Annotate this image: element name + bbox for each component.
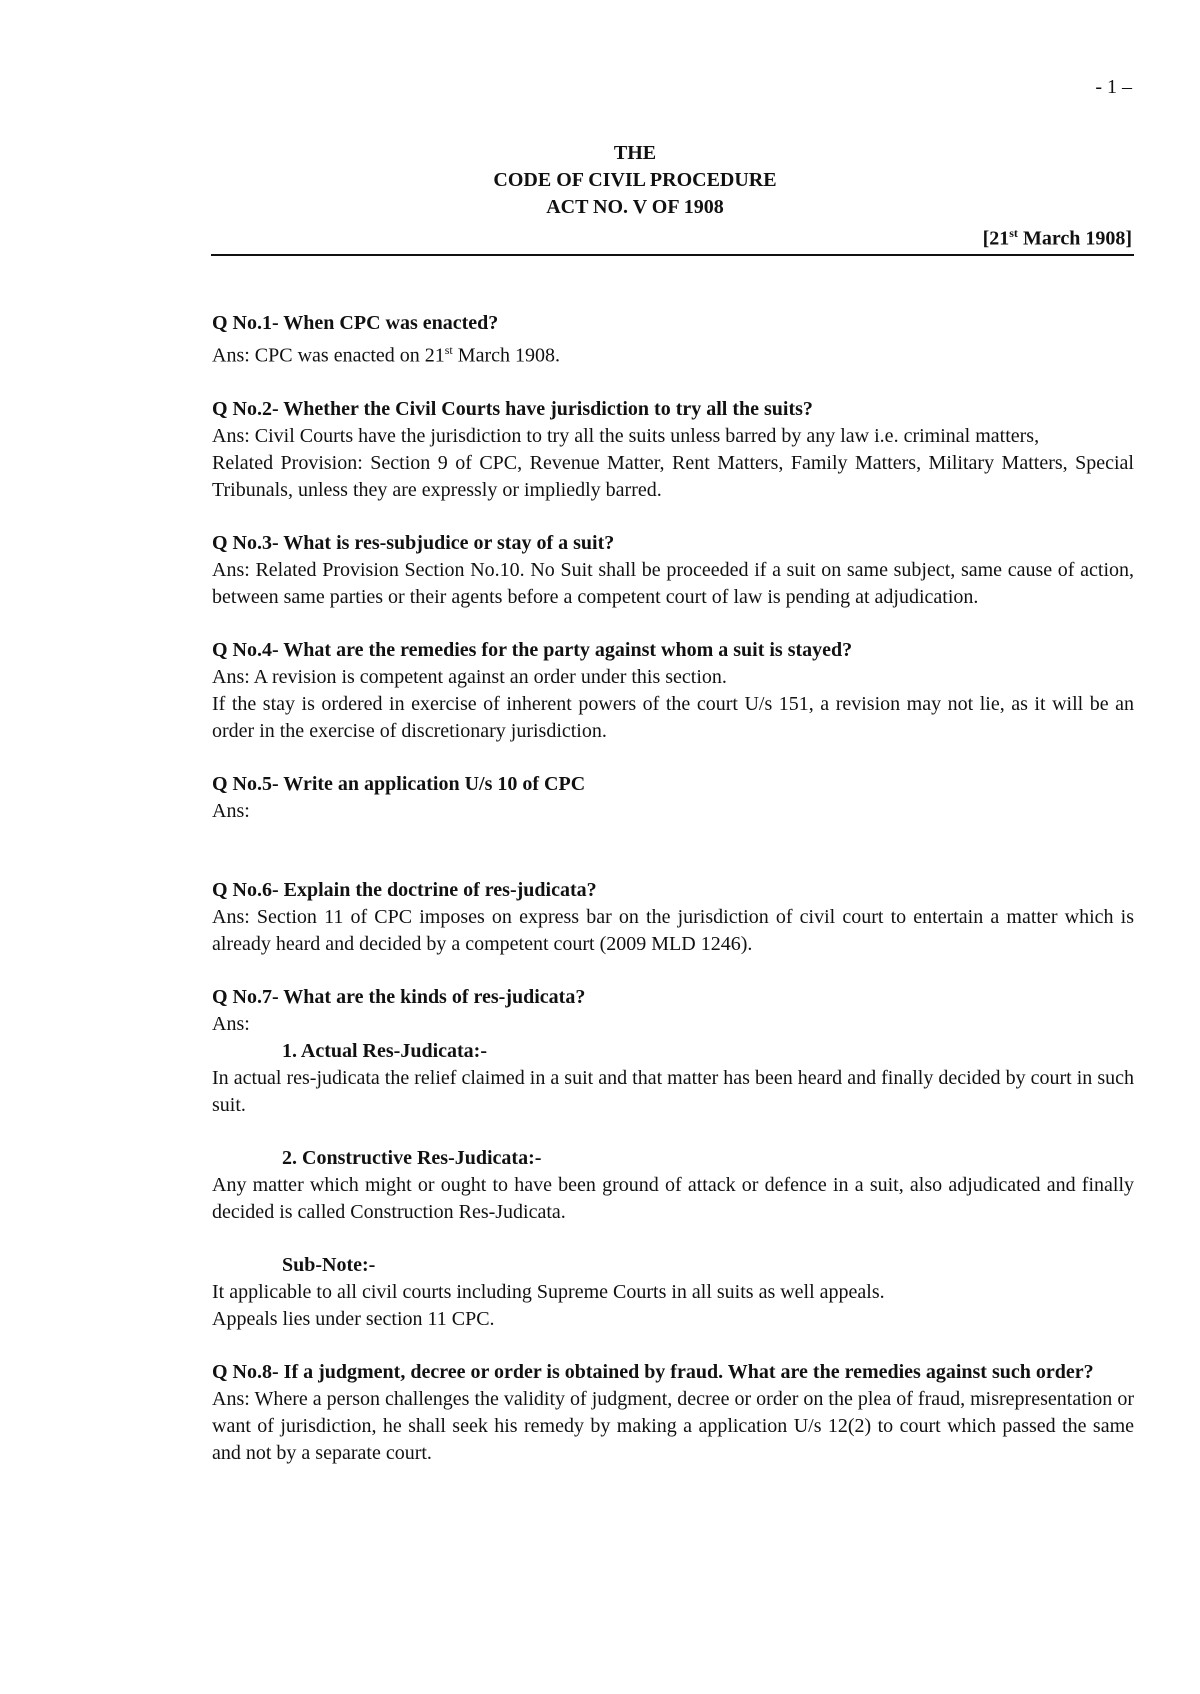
subnote-text-2: Appeals lies under section 11 CPC. (212, 1307, 495, 1330)
question-3-text: Q No.3- What is res-subjudice or stay of a suit? (212, 531, 615, 554)
kind-2-text: Any matter which might or ought to have been ground of attack or defence in a suit, also adjudicated and finally decided is called Construction Res-Judicata. (212, 1173, 1134, 1223)
date-suffix: March 1908] (1017, 227, 1132, 250)
header-rule (211, 254, 1134, 256)
title-line-3: ACT NO. V OF 1908 (546, 196, 724, 218)
answer-6-text: Ans: Section 11 of CPC imposes on express bar on the jurisdiction of civil court to entertain a matter which is already heard and decided by a competent court (2009 MLD 1246). (212, 905, 1134, 955)
question-2 (212, 396, 1134, 504)
question-8 (212, 1359, 1134, 1467)
question-1 (212, 310, 1134, 370)
answer-1-prefix: Ans: CPC was enacted on 21 (212, 344, 445, 367)
subnote-text-1: It applicable to all civil courts including Supreme Courts in all suits as well appeals. (212, 1280, 885, 1303)
question-6 (212, 877, 1134, 958)
question-5 (212, 771, 1134, 825)
answer-1-text (212, 337, 1134, 370)
subnote-heading: Sub-Note:- (282, 1253, 376, 1276)
date-prefix: [21 (982, 227, 1010, 250)
question-4 (212, 637, 1134, 745)
answer-2-text: Ans: Civil Courts have the jurisdiction to try all the suits unless barred by any law i.e. criminal matters, (212, 424, 1040, 447)
answer-3-text: Ans: Related Provision Section No.10. No Suit shall be proceeded if a suit on same subject, same cause of action, between same parties or their agents before a competent court of law is pending at adjudication. (212, 558, 1134, 608)
question-7-text: Q No.7- What are the kinds of res-judicata? (212, 985, 586, 1008)
kind-2-heading: 2. Constructive Res-Judicata:- (282, 1146, 542, 1169)
answer-4-text-1: Ans: A revision is competent against an order under this section. (212, 665, 727, 688)
question-6-text: Q No.6- Explain the doctrine of res-judicata? (212, 878, 597, 901)
answer-2-related: Related Provision: Section 9 of CPC, Revenue Matter, Rent Matters, Family Matters, Military Matters, Special Tribunals, unless they are expressly or impliedly barred. (212, 451, 1134, 501)
answer-4-text-2: If the stay is ordered in exercise of inherent powers of the court U/s 151, a revision may not lie, as it will be an order in the exercise of discretionary jurisdiction. (212, 692, 1134, 742)
question-3 (212, 530, 1134, 611)
date-sup: st (1009, 226, 1018, 240)
question-8-text: Q No.8- If a judgment, decree or order is obtained by fraud. What are the remedies against such order? (212, 1360, 1094, 1383)
title-line-1: THE (613, 142, 657, 164)
question-2-text: Q No.2- Whether the Civil Courts have jurisdiction to try all the suits? (212, 397, 813, 420)
qa-content (212, 310, 1134, 1467)
answer-1-sup: st (444, 343, 453, 357)
answer-7-text: Ans: (212, 1012, 250, 1035)
question-5-text: Q No.5- Write an application U/s 10 of CPC (212, 772, 586, 795)
question-1-text: Q No.1- When CPC was enacted? (212, 312, 499, 334)
kind-1-text: In actual res-judicata the relief claimed in a suit and that matter has been heard and finally decided by court in such suit. (212, 1066, 1134, 1116)
question-4-text: Q No.4- What are the remedies for the party against whom a suit is stayed? (212, 638, 853, 661)
kind-1-heading: 1. Actual Res-Judicata:- (282, 1039, 487, 1062)
answer-8-text: Ans: Where a person challenges the validity of judgment, decree or order on the plea of fraud, misrepresentation or want of jurisdiction, he shall seek his remedy by making a application U/s 12(2) to court which passed the same and not by a separate court. (212, 1387, 1134, 1464)
answer-5-text: Ans: (212, 799, 250, 822)
answer-1-suffix: March 1908. (452, 344, 560, 367)
title-line-2: CODE OF CIVIL PROCEDURE (493, 169, 777, 191)
document-title (0, 140, 1200, 221)
enactment-date (983, 226, 1132, 251)
page-number: - 1 – (1095, 76, 1132, 98)
question-7 (212, 984, 1134, 1333)
